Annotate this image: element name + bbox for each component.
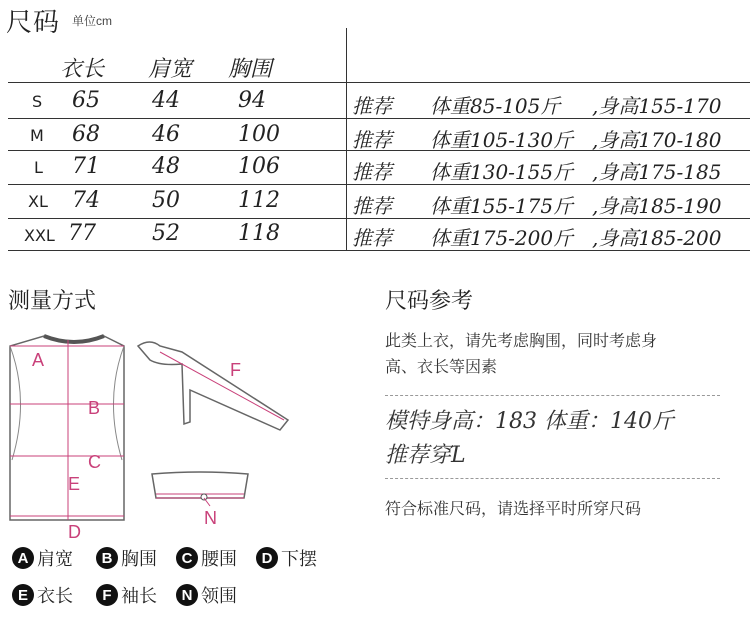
chest-value: 112 [238,188,280,213]
shoulder-value: 50 [152,188,180,213]
size-label: XXL [24,226,55,245]
page-title: 尺码 [6,7,61,37]
legend-badge: E [12,584,34,606]
legend-badge: N [176,584,198,606]
legend-item [176,582,237,608]
legend-item [96,582,157,608]
shoulder-value: 52 [152,221,180,246]
recommend-label: 推荐 [352,226,392,250]
legend-item [176,545,237,571]
reference-footer: 符合标准尺码，请选择平时所穿尺码 [385,501,642,518]
height-range: ,身高185-200 [592,226,722,250]
label-n: N [204,508,217,528]
reference-description: 高、衣长等因素 [385,359,498,376]
legend-item [12,545,73,571]
size-label: M [30,126,44,145]
height-range: ,身高175-185 [592,160,722,184]
height-range: ,身高185-190 [592,194,722,218]
legend-badge: B [96,547,118,569]
recommend-label: 推荐 [352,160,392,184]
length-value: 77 [68,221,96,246]
reference-section-title: 尺码参考 [385,288,474,313]
height-range: ,身高155-170 [592,94,722,118]
model-info: 模特身高：183 体重：140斤 [385,409,674,434]
legend-badge: D [256,547,278,569]
chest-value: 118 [238,221,280,246]
weight-range: 体重130-155斤 [430,160,574,184]
recommend-label: 推荐 [352,94,392,118]
height-range: ,身高170-180 [592,128,722,152]
divider [385,478,720,479]
legend-text: 腰围 [201,549,237,569]
measure-section-title: 测量方式 [8,288,97,313]
model-recommend: 推荐穿L [385,443,466,468]
weight-range: 体重175-200斤 [430,226,574,250]
legend-text: 衣长 [37,586,73,606]
table-line [8,82,750,83]
legend-text: 领围 [201,586,237,606]
size-label: L [34,158,43,177]
chest-value: 100 [238,122,280,147]
unit-label: 单位cm [72,14,112,28]
shoulder-value: 46 [152,122,180,147]
label-f: F [230,360,241,380]
label-c: C [88,452,101,472]
legend-item [12,582,73,608]
weight-range: 体重85-105斤 [430,94,561,118]
shoulder-value: 48 [152,154,180,179]
legend-text: 胸围 [121,549,157,569]
label-a: A [32,350,45,370]
divider [385,395,720,396]
legend-badge: A [12,547,34,569]
chest-value: 106 [238,154,280,179]
legend-text: 袖长 [121,586,157,606]
legend-badge: C [176,547,198,569]
size-label: XL [28,192,48,211]
chest-value: 94 [238,88,266,113]
label-b: B [88,398,101,418]
label-e: E [68,474,81,494]
legend-text: 下摆 [281,549,317,569]
legend-item [96,545,157,571]
reference-description: 此类上衣，请先考虑胸围，同时考虑身 [385,333,658,350]
weight-range: 体重155-175斤 [430,194,574,218]
header-length: 衣长 [60,57,105,82]
size-label: S [32,92,43,111]
table-divider-vertical [346,28,347,250]
garment-diagram [0,320,330,540]
length-value: 65 [72,88,100,113]
legend-item [256,545,317,571]
shoulder-value: 44 [152,88,180,113]
label-d: D [68,522,81,540]
length-value: 68 [72,122,100,147]
length-value: 71 [72,154,100,179]
legend-badge: F [96,584,118,606]
weight-range: 体重105-130斤 [430,128,574,152]
recommend-label: 推荐 [352,128,392,152]
header-shoulder: 肩宽 [148,57,193,82]
recommend-label: 推荐 [352,194,392,218]
length-value: 74 [72,188,100,213]
legend-text: 肩宽 [37,549,73,569]
header-chest: 胸围 [228,57,273,82]
